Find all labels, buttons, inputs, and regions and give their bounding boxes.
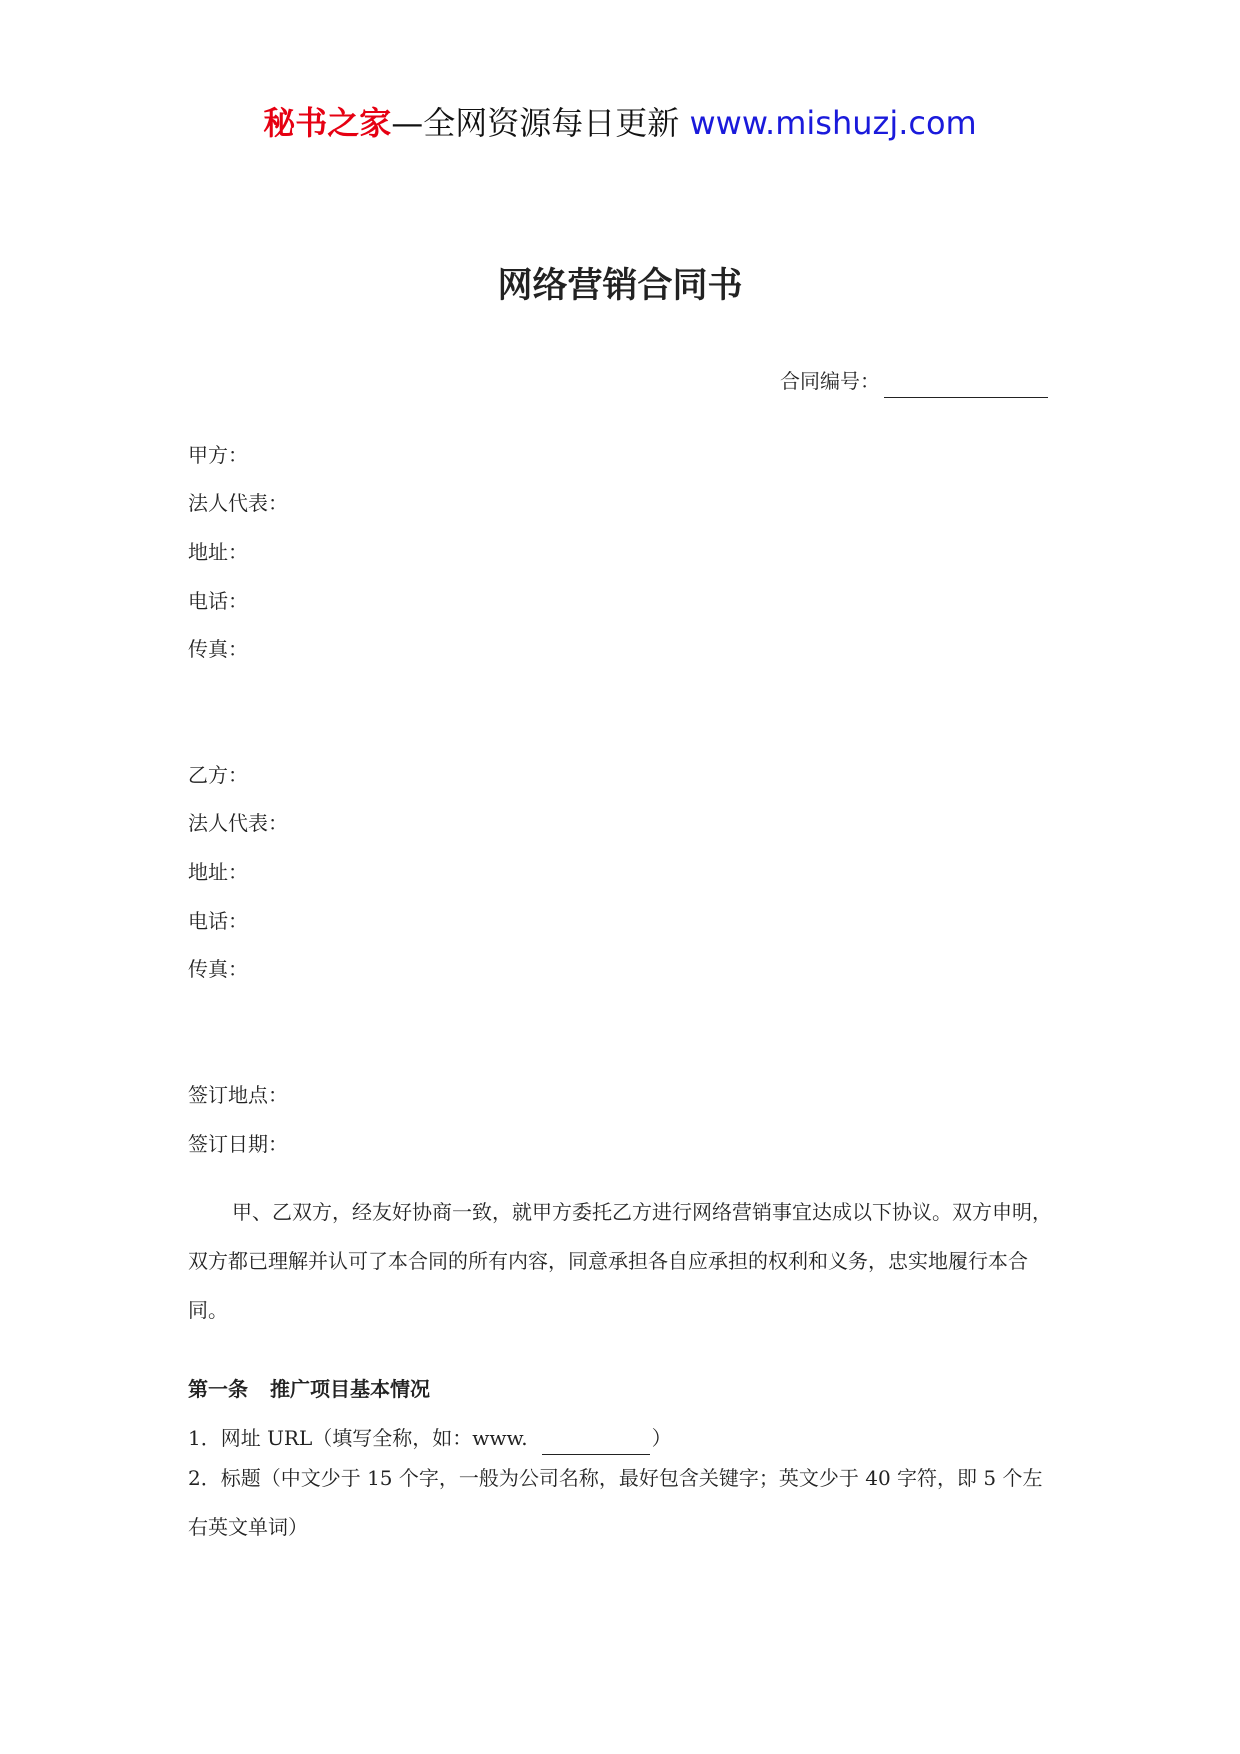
party-b-legal-rep: 法人代表： [188, 811, 288, 835]
url-blank [542, 1432, 650, 1455]
party-a-phone: 电话： [188, 589, 248, 613]
party-a-address: 地址： [188, 540, 248, 564]
party-b-address: 地址： [188, 860, 248, 884]
document-title: 网络营销合同书 [497, 266, 743, 306]
banner-tagline: —全网资源每日更新 [391, 104, 680, 142]
article-1-heading [188, 1372, 430, 1406]
contract-number-blank [884, 375, 1048, 398]
party-b-phone: 电话： [188, 909, 248, 933]
site-banner [0, 98, 1240, 148]
article-1-item-2: 2．标题（中文少于 15 个字，一般为公司名称，最好包含关键字；英文少于 40 字符，即 5 个左右英文单词） [188, 1466, 1043, 1539]
article-1-number: 第一条 [188, 1377, 248, 1401]
banner-brand: 秘书之家 [263, 104, 392, 142]
article-1-item-1 [188, 1421, 672, 1455]
party-a-fax: 传真： [188, 637, 248, 661]
contract-number-label: 合同编号： [780, 369, 880, 393]
preamble-paragraph [188, 1188, 1056, 1335]
contract-number [780, 364, 1048, 398]
item-1-text: 1．网址 URL（填写全称，如：www. [188, 1426, 528, 1450]
item-1-suffix: ） [651, 1426, 672, 1450]
signing-date: 签订日期： [188, 1132, 288, 1156]
article-1-title: 推广项目基本情况 [270, 1377, 430, 1401]
banner-url-link[interactable]: www.mishuzj.com [689, 104, 977, 142]
party-b-label: 乙方： [188, 763, 248, 787]
signing-place: 签订地点： [188, 1083, 288, 1107]
party-a-label: 甲方： [188, 443, 248, 467]
party-b-fax: 传真： [188, 957, 248, 981]
party-a-legal-rep: 法人代表： [188, 491, 288, 515]
preamble-text: 甲、乙双方，经友好协商一致，就甲方委托乙方进行网络营销事宜达成以下协议。双方申明，双方都已理解并认可了本合同的所有内容，同意承担各自应承担的权利和义务，忠实地履行本合同。 [188, 1200, 1052, 1322]
